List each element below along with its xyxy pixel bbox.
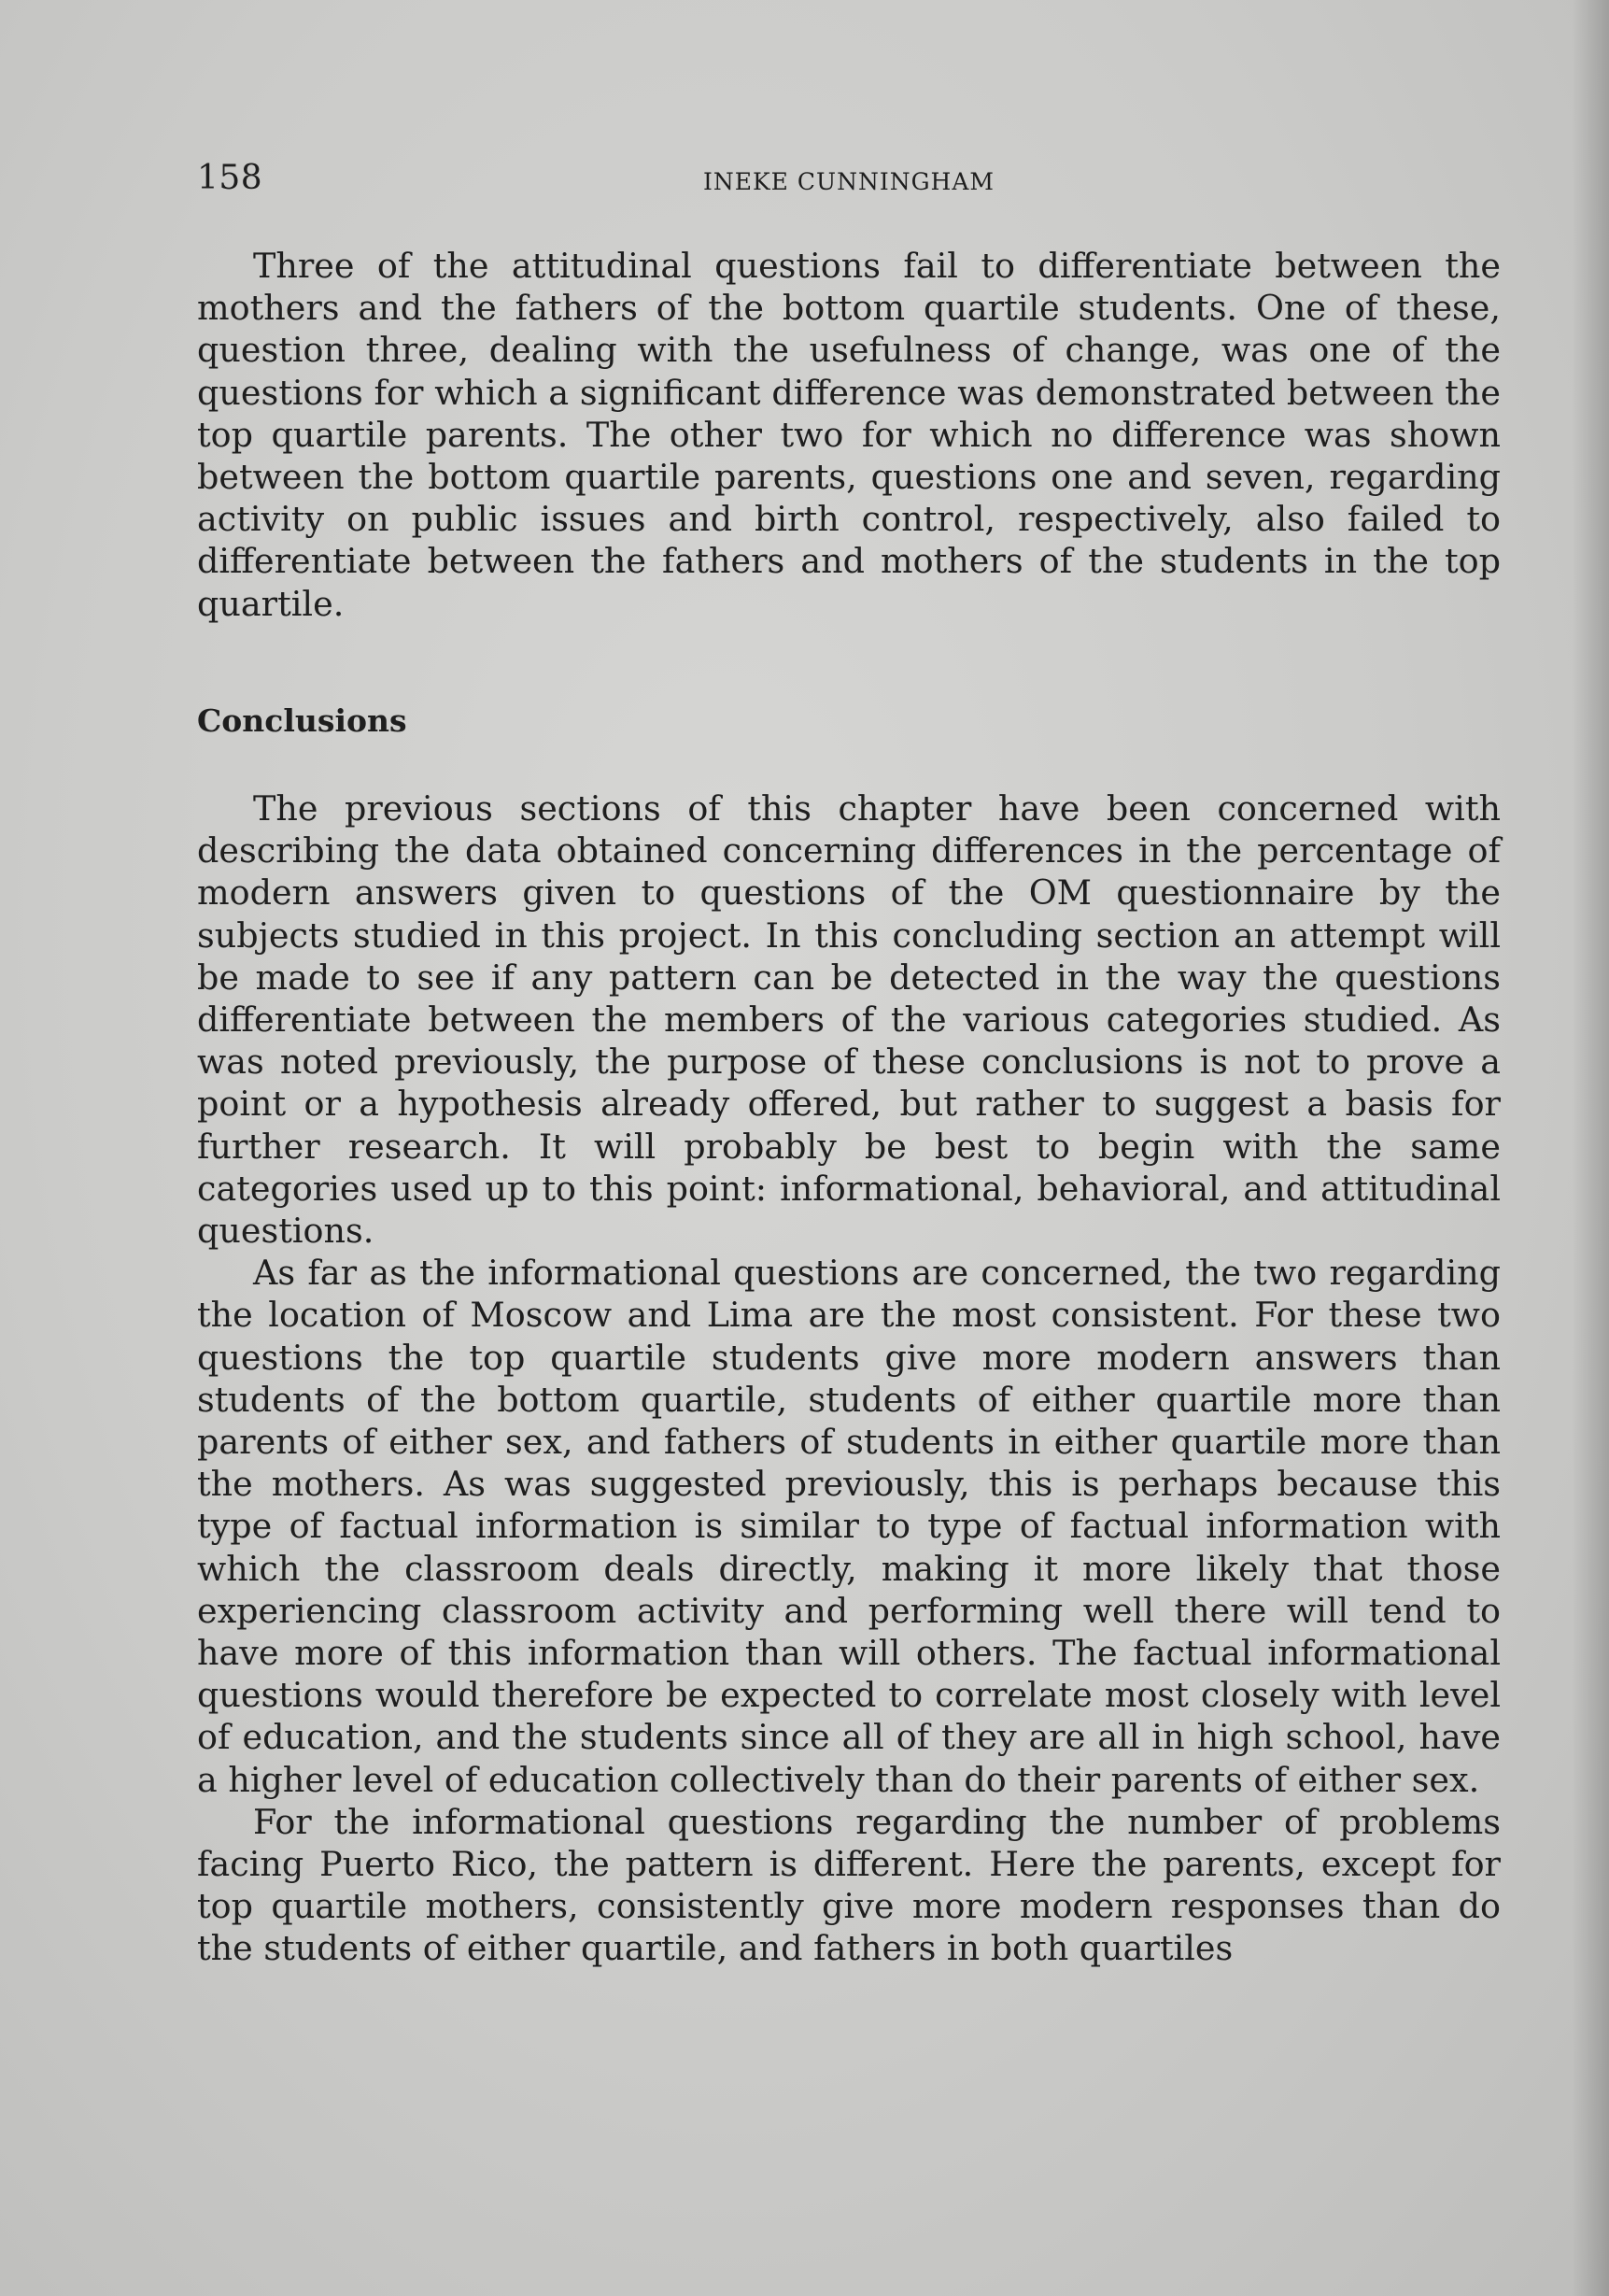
paragraph: For the informational questions regarding the number of problems facing Puerto Rico, the pattern is different. Here the parents, except for top quartile mothers, consistently give more modern responses than do the students of either quartile, and fathers in both quartiles	[197, 1801, 1501, 1969]
page-number: 158	[197, 159, 263, 197]
page-header	[197, 159, 1501, 206]
intro-text-block	[197, 245, 1501, 625]
page-edge-shadow	[1572, 0, 1609, 2296]
conclusions-text-block	[197, 787, 1501, 1970]
section-heading: Conclusions	[197, 702, 407, 739]
running-head: INEKE CUNNINGHAM	[703, 168, 995, 195]
paragraph: Three of the attitudinal questions fail to differentiate between the mothers and the fathers of the bottom quartile students. One of these, question three, dealing with the usefulness of change, was one of the questions for which a significant difference was demonstrated between the top quartile parents. The other two for which no difference was shown between the bottom quartile parents, questions one and seven, regarding activity on public issues and birth control, respectively, also failed to differentiate between the fathers and mothers of the students in the top quartile.	[197, 246, 1501, 624]
paragraph: As far as the informational questions are concerned, the two regarding the location of Moscow and Lima are the most consistent. For these two questions the top quartile students give more modern answers than students of the bottom quartile, students of either quartile more than parents of either sex, and fathers of students in either quartile more than the mothers. As was suggested previously, this is perhaps because this type of factual information is similar to type of factual information with which the classroom deals directly, making it more likely that those experiencing classroom activity and performing well there will tend to have more of this information than will others. The factual informational questions would therefore be expected to correlate most closely with level of education, and the students since all of they are all in high school, have a higher level of education collectively than do their parents of either sex.	[197, 1253, 1501, 1800]
paragraph: The previous sections of this chapter have been concerned with describing the data obtained concerning differences in the percentage of modern answers given to questions of the OM questionnaire by the subjects studied in this project. In this concluding section an attempt will be made to see if any pattern can be detected in the way the questions differentiate between the members of the various categories studied. As was noted previously, the purpose of these conclusions is not to prove a point or a hypothesis already offered, but rather to suggest a basis for further research. It will probably be best to begin with the same categories used up to this point: informational, behavioral, and attitudinal questions.	[197, 788, 1501, 1252]
